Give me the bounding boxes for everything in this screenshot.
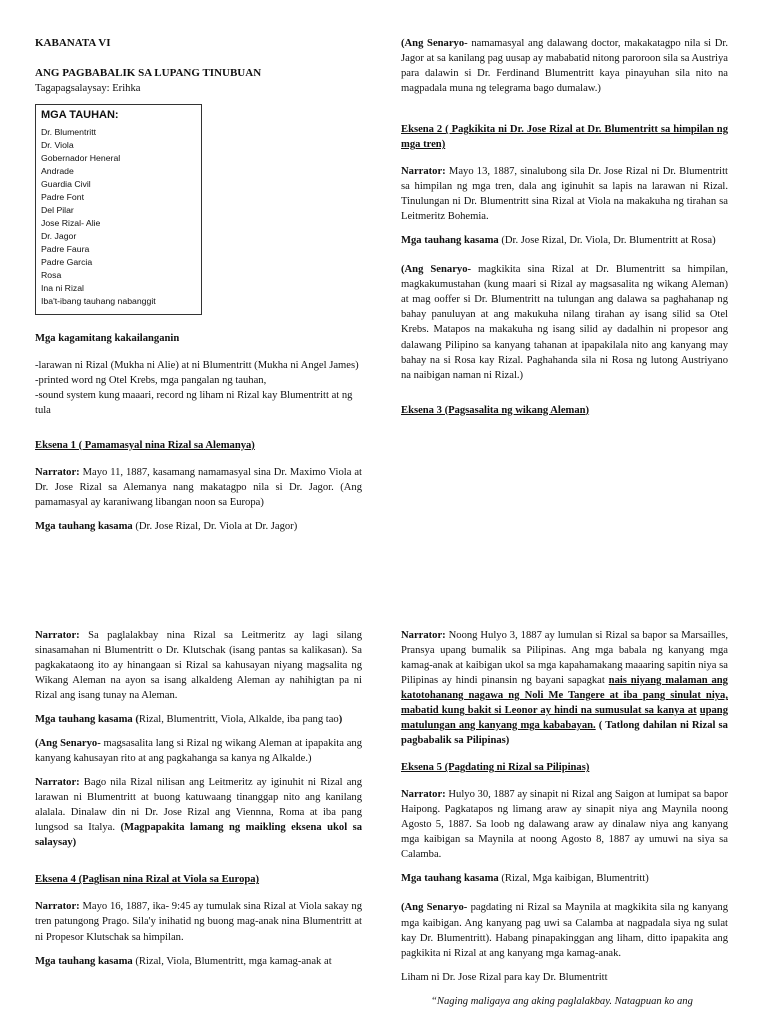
cast-label: Mga tauhang kasama xyxy=(35,520,133,532)
scene4-heading: Eksena 4 (Paglisan nina Rizal at Viola sa Europa) xyxy=(35,874,260,886)
narrator-label: Narrator: xyxy=(35,901,80,913)
scene3-heading: Eksena 3 (Pagsasalita ng wikang Aleman) xyxy=(401,404,590,416)
scenario-label: (Ang Senaryo- xyxy=(401,264,472,276)
cast-item: Guardia Civil xyxy=(41,179,91,190)
narrator-credit: Tagapagsalaysay: Erihka xyxy=(35,83,141,95)
scenario-label: (Ang Senaryo- xyxy=(401,38,468,49)
letter-opening: “Naging maligaya ang aking paglalakbay. Natagpuan ko ang xyxy=(431,995,693,1007)
scene5-scenario xyxy=(401,900,728,960)
page1-left-column xyxy=(35,36,362,543)
scene1-narration xyxy=(35,465,362,510)
cast-label: Mga tauhang kasama xyxy=(35,955,133,967)
cast-item: Jose Rizal- Alie xyxy=(41,218,101,229)
scenario-text: namamasyal ang dalawang doctor, makakatagpo nila si Dr. Jagor at sa kanilang pag uusap ay mababatid nitong paroroon sila sa Austriya para dalawin si Dr. Ferdinand Blumentritt kaya pinayuhan sila nito na magpadala muna ng telegrama bago dumalaw.) xyxy=(401,38,728,95)
cast-item: Dr. Viola xyxy=(41,139,74,150)
scene2-narration xyxy=(401,164,728,224)
cast-text: (Rizal, Mga kaibigan, Blumentritt) xyxy=(498,873,649,885)
cast-item: Dr. Jagor xyxy=(41,231,77,242)
reason-2: mabatid kung bakit si Leonor ay hindi na sumusulat sa kanya at xyxy=(401,705,697,717)
stage-direction: (Magpapakita lamang ng maikling eksena ukol sa salaysay) xyxy=(35,822,362,849)
letter-title: Liham ni Dr. Jose Rizal para kay Dr. Blumentritt xyxy=(401,971,608,983)
narration-text: Mayo 13, 1887, sinalubong sila Dr. Jose Rizal ni Dr. Blumentritt sa himpilan ng mga tren, dala ang iginuhit sa lapis na larawan ni Rizal. Tinulungan ni Dr. Blumentritt sina Rizal at Viola na makakuha ng tirahan sa Leitmeritz Bohemia. xyxy=(401,166,728,223)
narration-text: Hulyo 30, 1887 ay sinapit ni Rizal ang Saigon at lumipat sa bapor Haipong. Pagkatapos ng limang araw ay sinapit niya ang Maynila noong Agosto 5, 1887. Sa loob ng dalawang araw ay dinalaw niya ang kanyang mga kaibigan sa Maynila at noong Agosto 8, 1887 ay umuwi na siya sa Calamba. xyxy=(401,789,728,861)
narration-text: Noong Hulyo 3, 1887 ay lumulan si Rizal sa bapor sa Marsailles, Pransya upang bumalik sa Pilipinas. Ang mga babala ng kanyang mga kamag-anak at kaibigan ukol sa mga kapahamakang maaaring sapitin niya sa Pilipinas ay hindi pinansin ng bayani sapagkat xyxy=(401,630,728,687)
reasons-note: ( Tatlong dahilan ni Rizal sa pagbabalik sa Pilipinas) xyxy=(401,720,728,747)
return-narration xyxy=(401,628,728,748)
scene1-heading: Eksena 1 ( Pamamasyal nina Rizal sa Alemanya) xyxy=(35,439,255,451)
scene3-cast xyxy=(35,712,362,727)
narrator-label: Narrator: xyxy=(35,466,80,478)
scene3-narration xyxy=(35,628,362,703)
scene2-cast xyxy=(401,233,728,248)
cast-text: (Dr. Jose Rizal, Dr. Viola at Dr. Jagor) xyxy=(132,520,298,532)
page1-right-column xyxy=(401,36,728,430)
scenario-text: pagdating ni Rizal sa Maynila at magkikita sila ng kanyang mga kaibigan. Ang kanyang pag uwi sa Calamba at nagpadala siya ng sulat kay Dr. Blumentritt). Habang pinapakinggan ang liham, ditto ipapakita ang pagkikita ni Rizal at ang kanyang mga kamag-anak. xyxy=(401,902,728,959)
narration-text: Sa paglalakbay nina Rizal sa Leitmeritz ay lagi silang sinasamahan ni Blumentritt o Dr. Klutschak (isang pantas sa kalikasan). Sa pagkakataong ito ay hinangaan si Rizal sa kahusayan niyang magsalita ng Wikang Aleman na ayon sa isang alkaldeng Aleman ay nahihigtan pa ni Rizal ang isang tunay na Aleman. xyxy=(35,630,362,702)
cast-item: Padre Font xyxy=(41,192,84,203)
scenario-text: magsasalita lang si Rizal ng wikang Aleman at ipapakita ang kanyang kahusayan rito at ang pagkahanga sa kanya ng Alkalde.) xyxy=(35,738,362,765)
narrator-label: Narrator: xyxy=(401,166,446,178)
chapter-heading: KABANATA VI xyxy=(35,37,111,49)
scene1-cast xyxy=(35,519,362,534)
narration-text: Mayo 11, 1887, kasamang namamasyal sina Dr. Maximo Viola at Dr. Jose Rizal sa Alemanya nang makatagpo nila si Dr. Jagor. (Ang pamamasyal ay karaniwang libangan noon sa Europa) xyxy=(35,466,362,508)
cast-item: Gobernador Heneral xyxy=(41,152,121,163)
scene4-narration xyxy=(35,899,362,944)
props-item: -sound system kung maaari, record ng liham ni Rizal kay Blumentritt at ng tula xyxy=(35,389,353,416)
cast-text: (Rizal, Viola, Blumentritt, mga kamag-anak at xyxy=(132,955,332,967)
cast-text: Rizal, Blumentritt, Viola, Alkalde, iba pang tao xyxy=(138,714,339,726)
cast-item: Ina ni Rizal xyxy=(41,283,84,294)
cast-close: ) xyxy=(338,714,343,726)
document-page-2 xyxy=(0,600,768,1024)
narration-text: Mayo 16, 1887, ika- 9:45 ay tumulak sina Rizal at Viola sakay ng tren patungong Prago. Sila'y inihatid ng buong mag-anak nina Blumentritt at ni Propesor Klutschak sa himpilan. xyxy=(35,901,362,943)
scenario-text: magkikita sina Rizal at Dr. Blumentritt sa himpilan, magkakumustahan (kung maari si Rizal ay magsasalita ng wikang Aleman) at mag ooffer si Dr. Blumentritt na tulungan ang dalawa sa paghahanap ng bahay panuluyan at ang makukuha nilang tirahan ay isang silid sa Otel Krebs. Matapos na makakuha ng isang silid ay dadalhin ni propesor ang dalawang Pilipino sa kanyang tahanan at ipapakilala nito ang kanyang may bahay na si Rosa kay Rizal. Paghahanda sila ni Rosa ng lutong Austriyano na naibigan naman ni Rizal.) xyxy=(401,264,728,381)
narrator-label: Narrator: xyxy=(401,789,446,801)
scenario-label: (Ang Senaryo- xyxy=(35,738,101,750)
page2-left-column xyxy=(35,628,362,978)
scene2-scenario xyxy=(401,262,728,382)
cast-label: Mga tauhang kasama ( xyxy=(35,714,139,726)
cast-item: Rosa xyxy=(41,270,62,281)
narration-text: Bago nila Rizal nilisan ang Leitmeritz ay iginuhit ni Rizal ang larawan ni Blumentritt at buong katuwaang tinanggap nito ang kanilang alalala. Dinalaw din ni Dr. Jose Rizal ang Viennna, Roma at iba pang lungsod sa Italya. xyxy=(35,777,362,834)
cast-label: Mga tauhang kasama xyxy=(401,873,499,885)
scene3-narration-2 xyxy=(35,775,362,850)
cast-item: Padre Faura xyxy=(41,244,90,255)
cast-item: Andrade xyxy=(41,166,74,176)
narrator-label: Narrator: xyxy=(35,777,80,789)
chapter-title: ANG PAGBABALIK SA LUPANG TINUBUAN xyxy=(35,66,262,79)
props-list xyxy=(35,358,362,418)
cast-item: Padre Garcia xyxy=(41,257,93,268)
narrator-label: Narrator: xyxy=(35,630,80,641)
scene5-narration xyxy=(401,787,728,862)
reason-3: upang matulungan ang kanyang mga kababayan. xyxy=(401,705,728,732)
reason-1: nais niyang malaman ang katotohanang nagawa ng Noli Me Tangere at iba pang sinulat niya, xyxy=(401,675,728,702)
scenario-label: (Ang Senaryo- xyxy=(401,902,468,914)
scene1-scenario xyxy=(401,36,728,96)
scene5-heading: Eksena 5 (Pagdating ni Rizal sa Pilipinas) xyxy=(401,762,590,774)
scene5-cast xyxy=(401,871,728,886)
props-item: -printed word ng Otel Krebs, mga pangalan ng tauhan, xyxy=(35,374,267,386)
cast-heading: MGA TAUHAN: xyxy=(41,109,119,122)
scene3-scenario xyxy=(35,736,362,766)
scene2-heading: Eksena 2 ( Pagkikita ni Dr. Jose Rizal at Dr. Blumentritt sa himpilan ng mga tren) xyxy=(401,124,728,151)
cast-item: Iba't-ibang tauhang nabanggit xyxy=(41,296,156,307)
cast-item: Dr. Blumentritt xyxy=(41,126,97,137)
cast-list xyxy=(41,126,196,309)
cast-label: Mga tauhang kasama xyxy=(401,235,499,247)
props-item: -larawan ni Rizal (Mukha ni Alie) at ni Blumentritt (Mukha ni Angel James) xyxy=(35,359,359,371)
cast-box xyxy=(35,104,202,314)
narrator-label: Narrator: xyxy=(401,630,446,641)
props-heading: Mga kagamitang kakailanganin xyxy=(35,332,180,344)
page2-right-column xyxy=(401,628,728,1009)
cast-item: Del Pilar xyxy=(41,205,74,216)
cast-text: (Dr. Jose Rizal, Dr. Viola, Dr. Blumentritt at Rosa) xyxy=(498,235,716,247)
scene4-cast xyxy=(35,954,362,969)
